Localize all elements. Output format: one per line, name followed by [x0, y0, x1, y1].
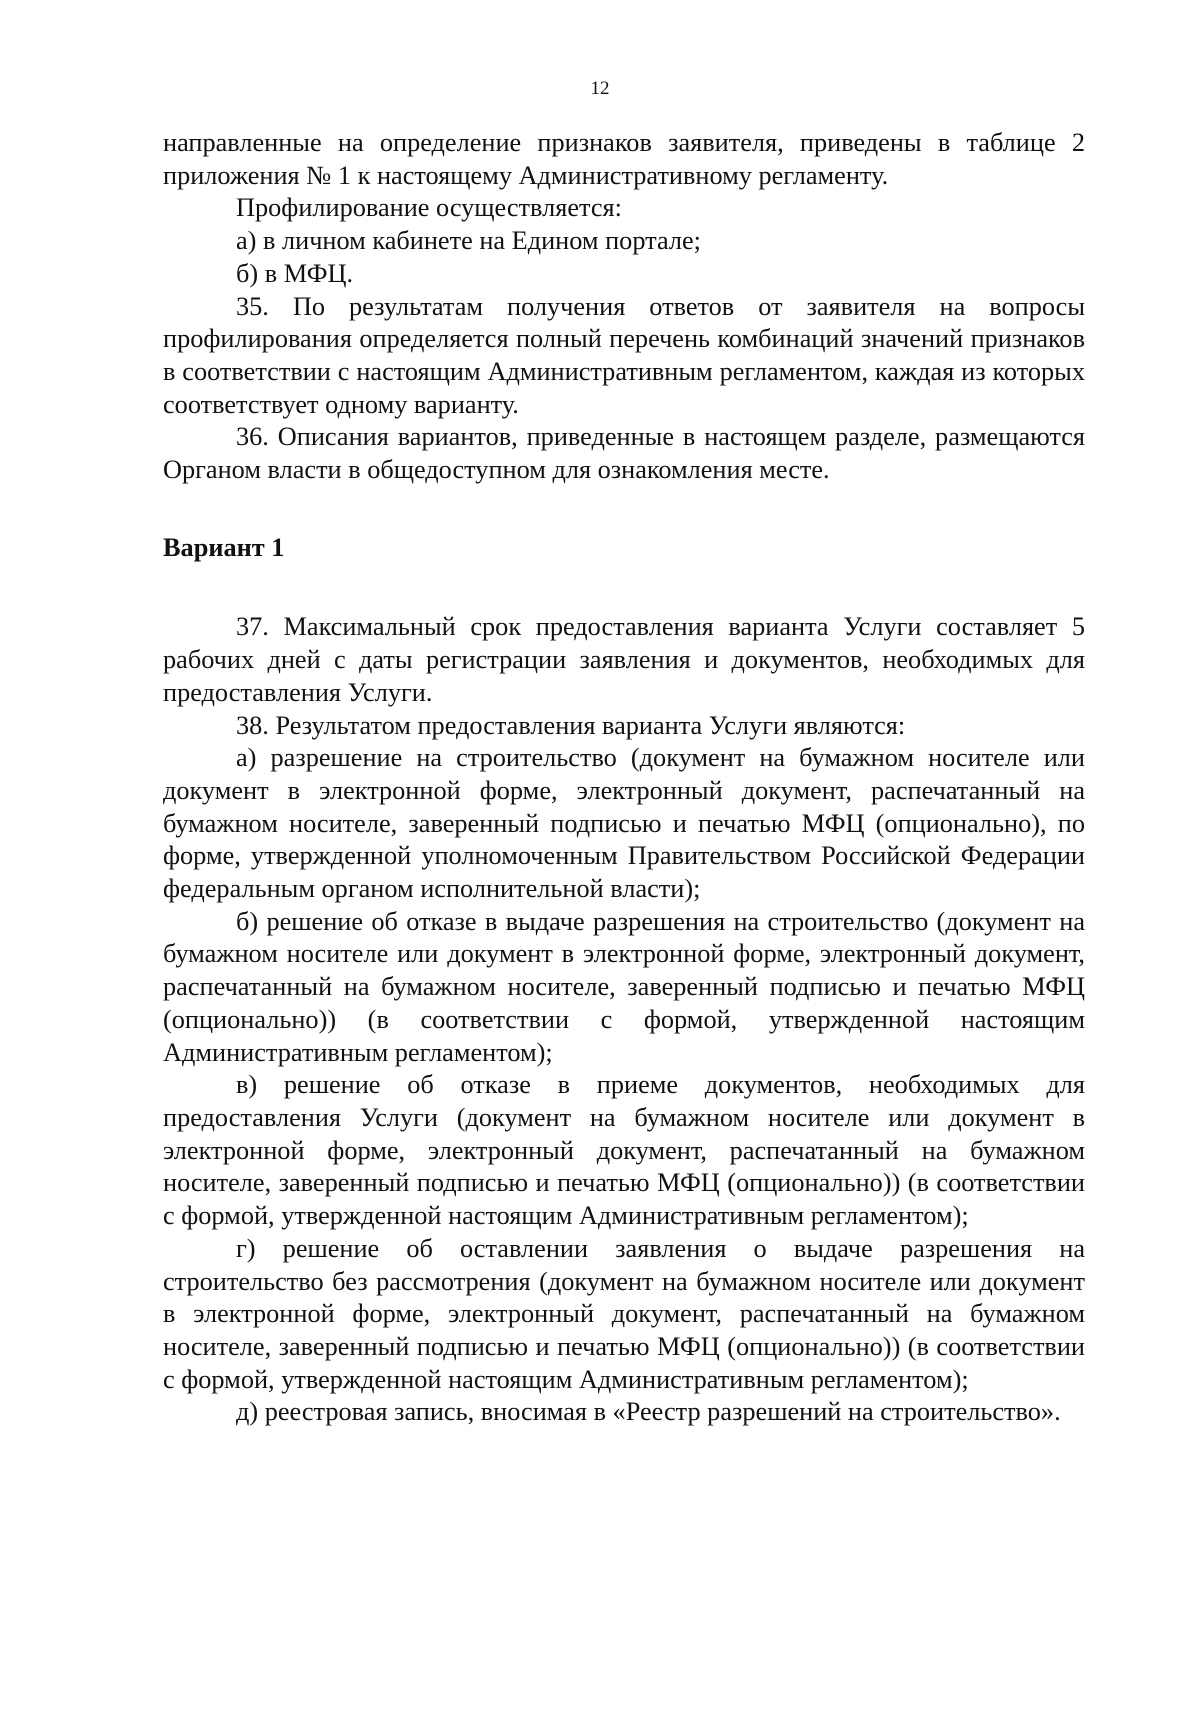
paragraph-38-b: б) решение об отказе в выдаче разрешения на строительство (документ на бумажном носителе или документ в электронной форме, электронный документ, распечатанный на бумажном носителе, заверенный подписью и печатью МФЦ (опционально)) (в соответствии с формой, утвержденной настоящим Административным регламентом);	[163, 906, 1085, 1067]
paragraph-profiling-b: б) в МФЦ.	[236, 258, 354, 288]
paragraph-37: 37. Максимальный срок предоставления варианта Услуги составляет 5 рабочих дней с даты регистрации заявления и документов, необходимых для предоставления Услуги.	[163, 612, 1085, 707]
paragraph-38-v: в) решение об отказе в приеме документов, необходимых для предоставления Услуги (документ на бумажном носителе или документ в электронной форме, электронный документ, распечатанный на бумажном носителе, заверенный подписью и печатью МФЦ (опционально)) (в соответствии с формой, утвержденной настоящим Административным регламентом);	[163, 1070, 1085, 1231]
page-number: 12	[590, 78, 610, 99]
paragraph-profiling-a: а) в личном кабинете на Едином портале;	[236, 226, 701, 256]
paragraph-38: 38. Результатом предоставления варианта Услуги являются:	[236, 710, 906, 740]
section-heading: Вариант 1	[163, 532, 285, 562]
paragraph-continuation: направленные на определение признаков заявителя, приведены в таблице 2 приложения № 1 к настоящему Административному регламенту.	[163, 128, 1085, 190]
paragraph-36: 36. Описания вариантов, приведенные в настоящем разделе, размещаются Органом власти в общедоступном для ознакомления месте.	[163, 422, 1085, 485]
paragraph-38-a: а) разрешение на строительство (документ на бумажном носителе или документ в электронной форме, электронный документ, распечатанный на бумажном носителе, заверенный подписью и печатью МФЦ (опционально), по форме, утвержденной уполномоченным Правительством Российской Федерации федеральным органом исполнительной власти);	[163, 743, 1085, 904]
document-body	[163, 127, 1085, 1429]
paragraph-38-d: д) реестровая запись, вносимая в «Реестр разрешений на строительство».	[236, 1397, 1061, 1427]
paragraph-38-g: г) решение об оставлении заявления о выдаче разрешения на строительство без рассмотрения (документ на бумажном носителе или документ в электронной форме, электронный документ, распечатанный на бумажном носителе, заверенный подписью и печатью МФЦ (опционально)) (в соответствии с формой, утвержденной настоящим Административным регламентом);	[163, 1233, 1085, 1394]
paragraph-profiling-intro: Профилирование осуществляется:	[236, 193, 622, 223]
paragraph-35: 35. По результатам получения ответов от заявителя на вопросы профилирования определяется полный перечень комбинаций значений признаков в соответствии с настоящим Административным регламентом, каждая из которых соответствует одному варианту.	[163, 291, 1085, 419]
